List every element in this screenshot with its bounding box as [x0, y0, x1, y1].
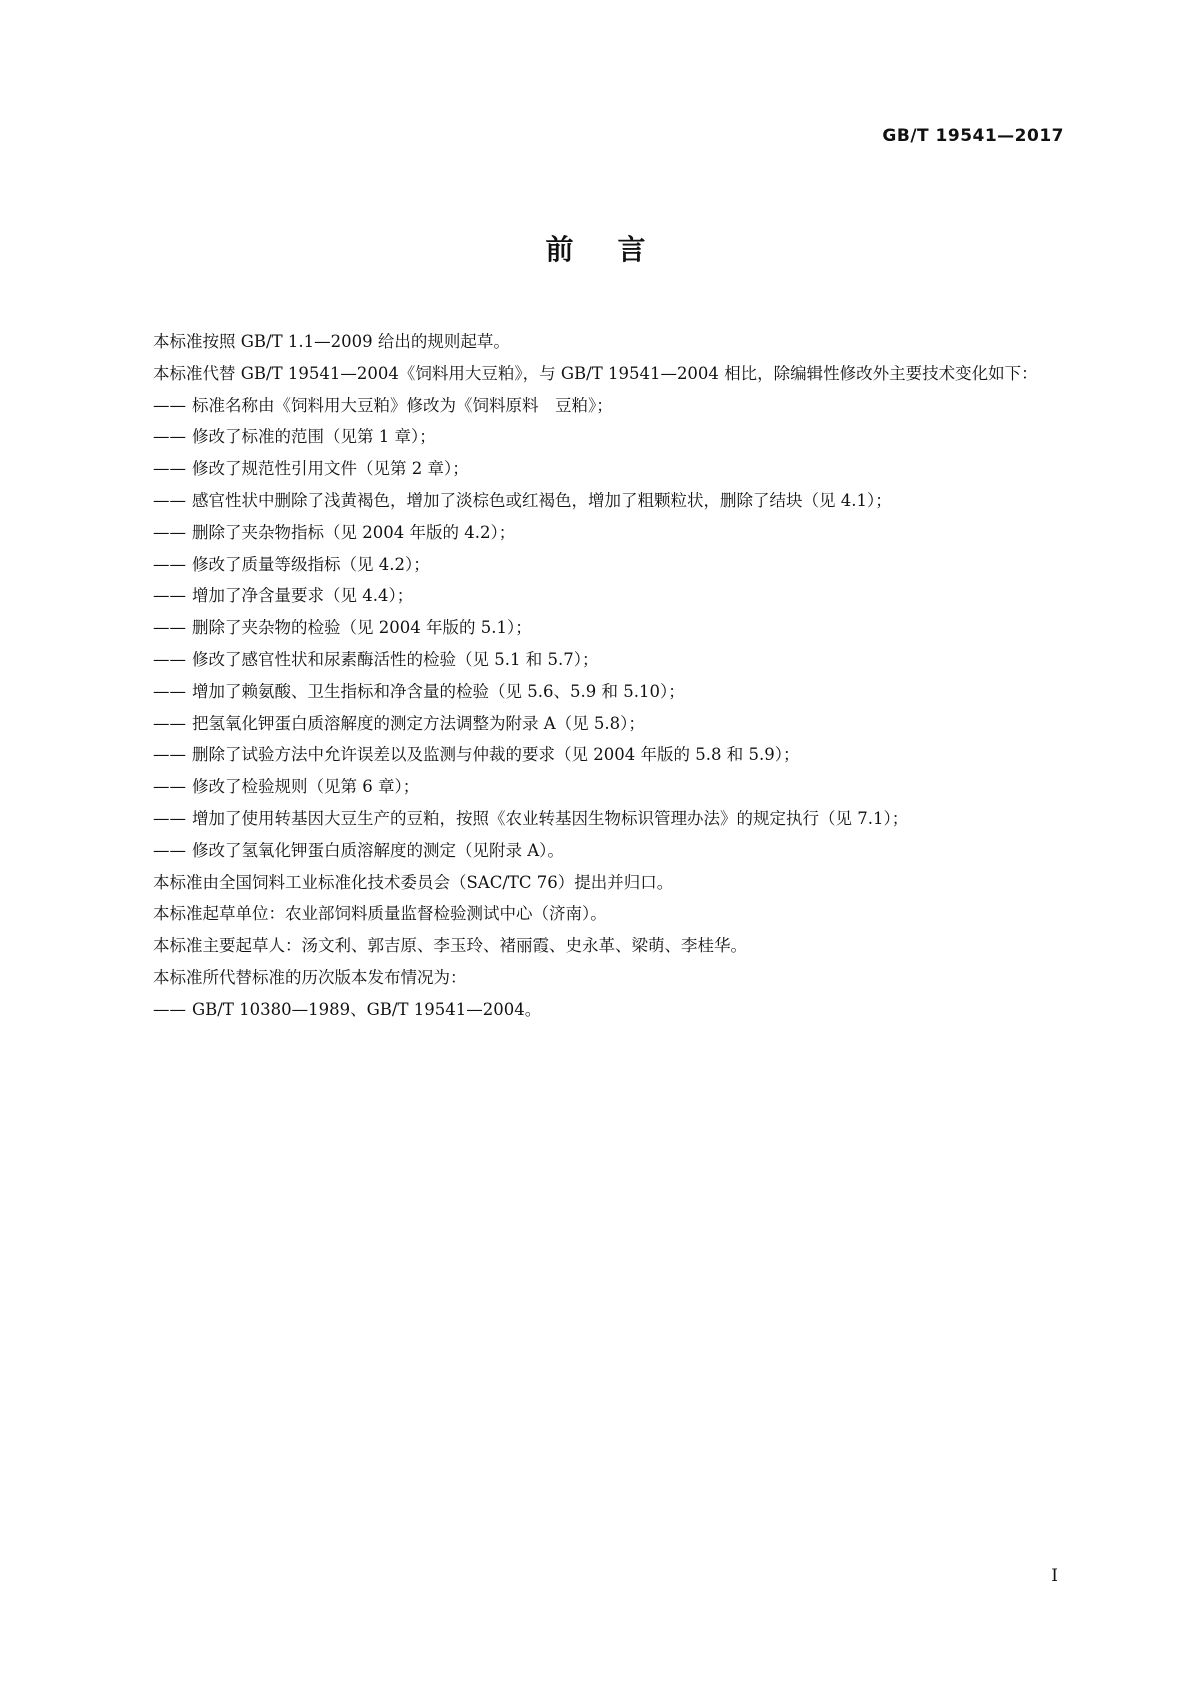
dash-marker: —— [153, 808, 186, 828]
dash-marker: —— [153, 554, 186, 574]
dash-marker: —— [153, 459, 186, 479]
list-item: —— 删除了夹杂物指标（见 2004 年版的 4.2）； [120, 517, 1070, 549]
dash-marker: —— [153, 840, 186, 860]
paragraph-proposer: 本标准由全国饲料工业标准化技术委员会（SAC/TC 76）提出并归口。 [153, 872, 674, 892]
dash-marker: —— [153, 681, 186, 701]
dash-marker: —— [153, 713, 186, 733]
dash-marker: —— [153, 395, 186, 415]
dash-marker: —— [153, 522, 186, 542]
list-item: —— 修改了感官性状和尿素酶活性的检验（见 5.1 和 5.7）； [120, 644, 1070, 676]
list-item: —— 修改了标准的范围（见第 1 章）； [120, 421, 1070, 453]
list-item: —— 标准名称由《饲料用大豆粕》修改为《饲料原料 豆粕》； [120, 390, 1070, 422]
dash-marker: —— [153, 586, 186, 606]
dash-marker: —— [153, 777, 186, 797]
dash-marker: —— [153, 490, 186, 510]
list-item: —— 删除了试验方法中允许误差以及监测与仲裁的要求（见 2004 年版的 5.8 和 5.9）； [120, 739, 1070, 771]
paragraph-drafting-unit: 本标准起草单位：农业部饲料质量监督检验测试中心（济南）。 [153, 904, 607, 924]
list-item: —— 修改了规范性引用文件（见第 2 章）； [120, 453, 1070, 485]
paragraph-replacement: 本标准代替 GB/T 19541—2004《饲料用大豆粕》，与 GB/T 19541—2004 相比，除编辑性修改外主要技术变化如下： [153, 363, 1038, 383]
page-number: I [1051, 1566, 1058, 1586]
dash-marker: —— [153, 427, 186, 447]
paragraph-drafting-rules: 本标准按照 GB/T 1.1—2009 给出的规则起草。 [153, 332, 510, 351]
history-list [120, 994, 1070, 1026]
paragraph-drafters: 本标准主要起草人：汤文利、郭吉原、李玉玲、褚丽霞、史永革、梁萌、李桂华。 [153, 936, 747, 956]
dash-marker: —— [153, 999, 186, 1019]
dash-marker: —— [153, 618, 186, 638]
paragraph-history-intro: 本标准所代替标准的历次版本发布情况为： [153, 967, 467, 987]
list-item: —— GB/T 10380—1989、GB/T 19541—2004。 [120, 994, 1070, 1026]
list-item: —— 增加了净含量要求（见 4.4）； [120, 580, 1070, 612]
list-item: —— 修改了氢氧化钾蛋白质溶解度的测定（见附录 A）。 [120, 835, 1070, 867]
list-item: —— 修改了质量等级指标（见 4.2）； [120, 549, 1070, 581]
page-title: 前言 [545, 233, 690, 266]
document-body [120, 326, 1070, 1026]
list-item: —— 增加了使用转基因大豆生产的豆粕，按照《农业转基因生物标识管理办法》的规定执行（见 7.1）； [120, 803, 1070, 835]
list-item: —— 增加了赖氨酸、卫生指标和净含量的检验（见 5.6、5.9 和 5.10）； [120, 676, 1070, 708]
list-item: —— 修改了检验规则（见第 6 章）； [120, 771, 1070, 803]
dash-marker: —— [153, 649, 186, 669]
list-item: —— 感官性状中删除了浅黄褐色，增加了淡棕色或红褐色，增加了粗颗粒状，删除了结块（见 4.1）； [120, 485, 1070, 517]
changes-list [120, 390, 1070, 867]
standard-number: GB/T 19541—2017 [882, 126, 1064, 146]
list-item: —— 把氢氧化钾蛋白质溶解度的测定方法调整为附录 A（见 5.8）； [120, 708, 1070, 740]
dash-marker: —— [153, 745, 186, 765]
list-item: —— 删除了夹杂物的检验（见 2004 年版的 5.1）； [120, 612, 1070, 644]
